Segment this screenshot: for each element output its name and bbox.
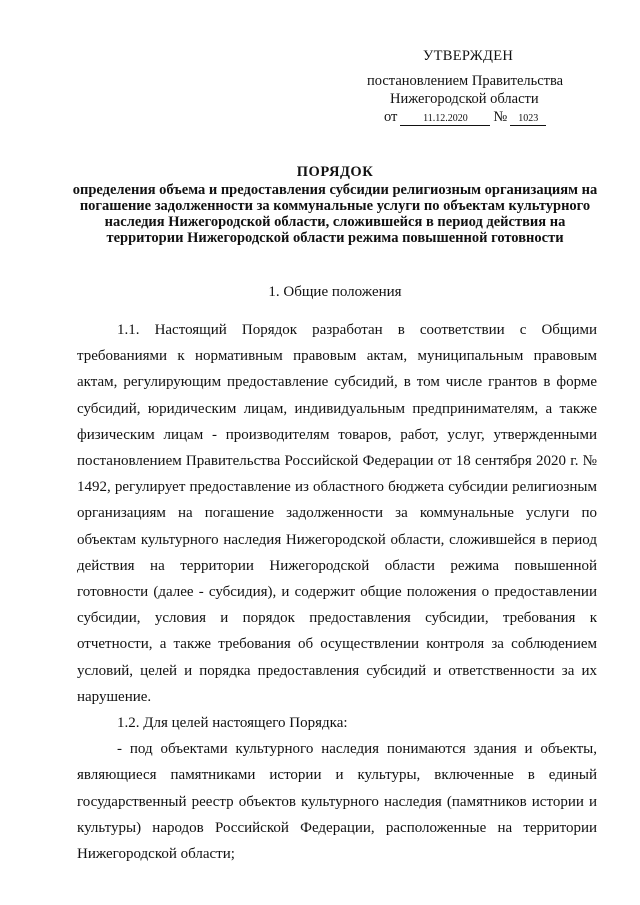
paragraph-definition: - под объектами культурного наследия понимаются здания и объекты, являющиеся памятниками истории и культуры, включенные в единый государственный реестр объектов культурного наследия (памятников истории и культуры) народов Российской Федерации, расположенные на территории Нижегородской области;: [77, 741, 597, 863]
approval-number: 1023: [510, 112, 546, 126]
approval-date: 11.12.2020: [400, 112, 490, 126]
document-title-block: [70, 164, 600, 246]
number-prefix: №: [493, 109, 508, 125]
document-subtitle: определения объема и предоставления субсидии религиозным организациям на погашение задолженности за коммунальные услуги по объектам культурного наследия Нижегородской области, сложившейся в период действия на территории Нижегородской области режима повышенной готовности: [72, 182, 598, 246]
section-heading: 1. Общие положения: [268, 284, 402, 300]
paragraph-1-1: 1.1. Настоящий Порядок разработан в соответствии с Общими требованиями к нормативным правовым актам, муниципальным правовым актам, регулирующим предоставление субсидий, в том числе грантов в форме субсидий, юридическим лицам, индивидуальным предпринимателям, а также физическим лицам - производителям товаров, работ, услуг, утвержденными постановлением Правительства Российской Федерации от 18 сентября 2020 г. № 1492, регулирует предоставление из областного бюджета субсидии религиозным организациям на погашение задолженности за коммунальные услуги по объектам культурного наследия Нижегородской области, сложившейся в период действия на территории Нижегородской области режима повышенной готовности (далее - субсидия), и содержит общие положения о предоставлении субсидии, условия и порядок предоставления субсидии, требования к отчетности, а также требования об осуществлении контроля за соблюдением условий, целей и порядка предоставления субсидий и ответственности за их нарушение.: [77, 322, 597, 705]
approval-title: УТВЕРЖДЕН: [423, 48, 514, 64]
date-prefix: от: [384, 109, 398, 125]
approval-region-line: Нижегородской области: [390, 91, 539, 107]
document-title: ПОРЯДОК: [296, 164, 374, 180]
approval-date-line: [384, 108, 549, 126]
approval-authority-line: постановлением Правительства: [367, 73, 564, 89]
paragraph-1-2: 1.2. Для целей настоящего Порядка:: [117, 715, 348, 732]
document-body: [77, 317, 597, 867]
